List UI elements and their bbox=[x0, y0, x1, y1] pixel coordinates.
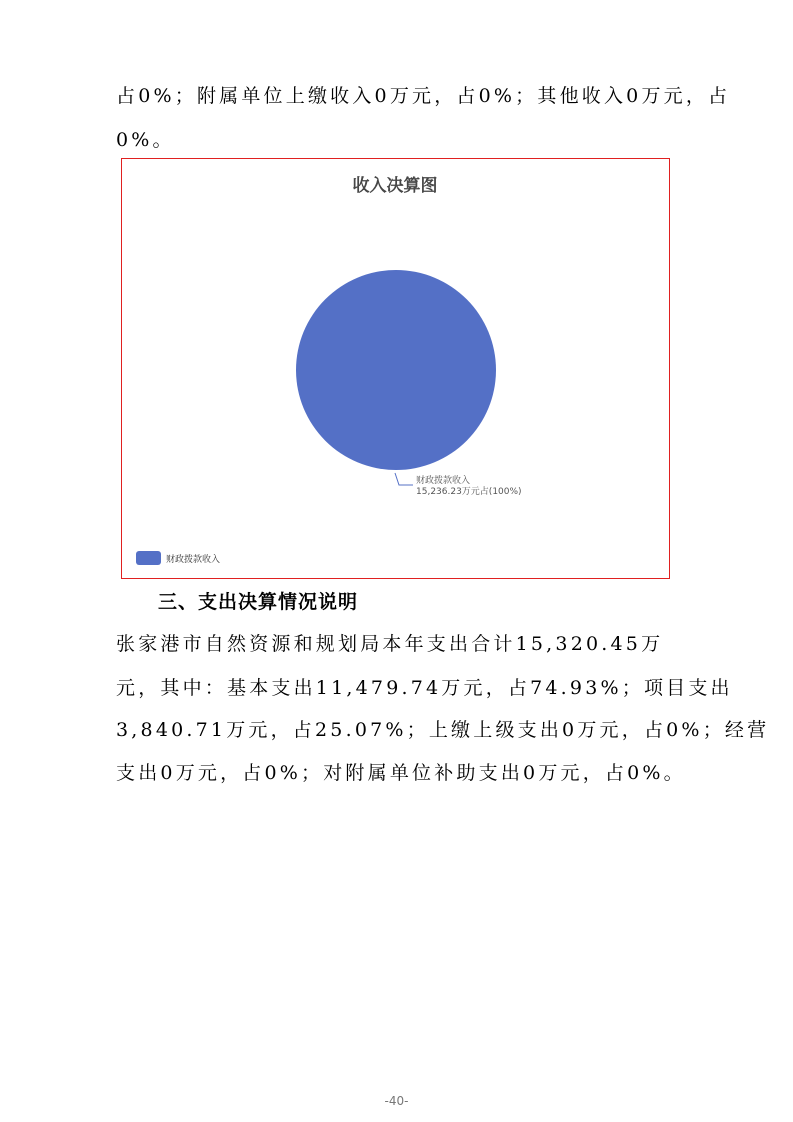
paragraph-line: 占0%；附属单位上缴收入0万元，占0%；其他收入0万元，占 bbox=[116, 85, 731, 107]
slice-label-leader-line bbox=[395, 473, 413, 485]
paragraph-line: 0%。 bbox=[116, 129, 175, 151]
income-chart-frame bbox=[121, 158, 670, 579]
chart-title: 收入决算图 bbox=[352, 176, 438, 196]
paragraph-line: 支出0万元，占0%；对附属单位补助支出0万元，占0%。 bbox=[116, 762, 686, 784]
paragraph-line: 张家港市自然资源和规划局本年支出合计15,320.45万 bbox=[116, 633, 664, 655]
section-heading: 三、支出决算情况说明 bbox=[158, 591, 359, 613]
income-pie-chart bbox=[122, 159, 668, 577]
page-number: -40- bbox=[384, 1094, 409, 1108]
slice-label-value: 15,236.23万元占(100%) bbox=[416, 487, 522, 497]
slice-label-name: 财政拨款收入 bbox=[416, 476, 471, 486]
paragraph-line: 元，其中：基本支出11,479.74万元，占74.93%；项目支出 bbox=[116, 677, 733, 699]
paragraph-line: 3,840.71万元，占25.07%；上缴上级支出0万元，占0%；经营 bbox=[116, 719, 770, 741]
pie-slice-财政拨款收入[interactable] bbox=[296, 270, 496, 470]
legend-swatch[interactable] bbox=[136, 551, 161, 565]
legend-label[interactable]: 财政拨款收入 bbox=[166, 555, 221, 565]
pie-slices bbox=[296, 270, 496, 470]
